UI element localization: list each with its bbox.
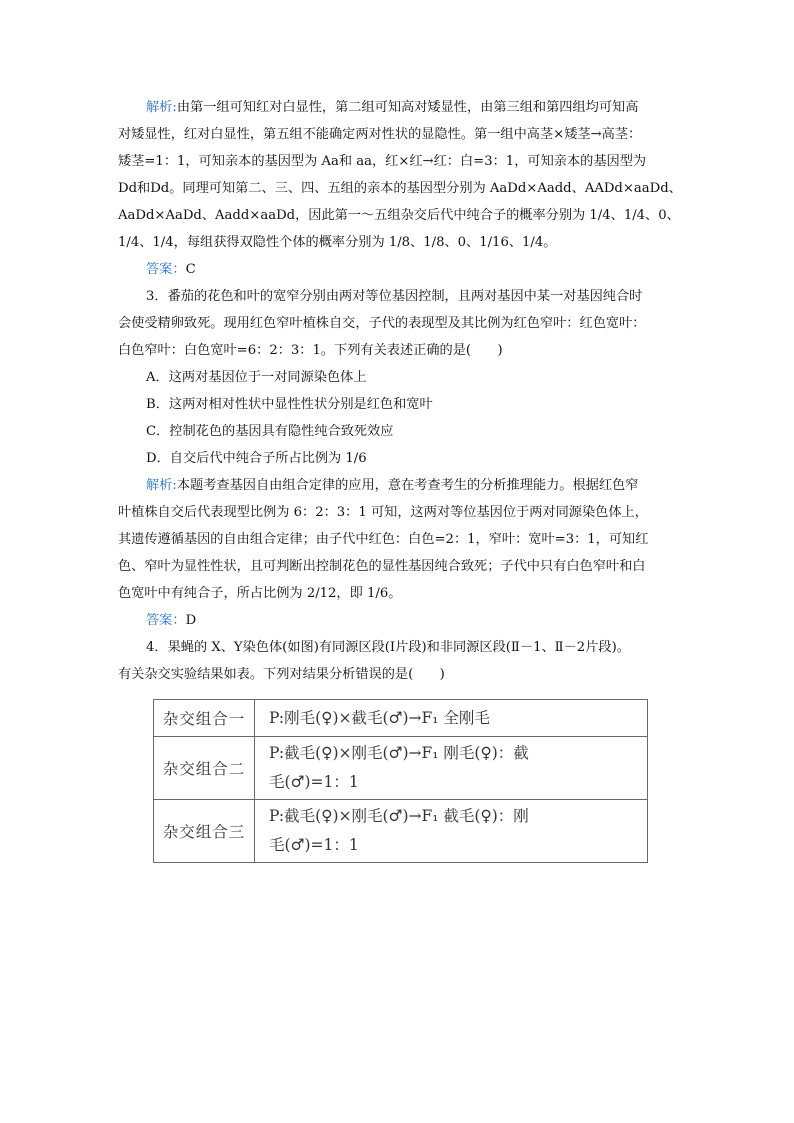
analysis-tag: 解析: bbox=[146, 478, 177, 493]
analysis-line: Dd和Dd。同理可知第二、三、四、五组的亲本的基因型分别为 AaDd×Aadd、AADd×aaDd、 bbox=[118, 181, 682, 196]
answer-value: C bbox=[185, 262, 196, 277]
cross-results-table bbox=[153, 699, 648, 863]
analysis-line: 其遗传遵循基因的自由组合定律；由子代中红色：白色=2：1，窄叶：宽叶=3：1，可知红 bbox=[118, 532, 649, 547]
question-4 bbox=[118, 634, 678, 688]
cross-label: 杂交组合一 bbox=[154, 700, 255, 737]
cross-label: 杂交组合三 bbox=[154, 800, 255, 863]
analysis-line: 叶植株自交后代表现型比例为 6：2：3：1 可知，这两对等位基因位于两对同源染色体上， bbox=[118, 505, 648, 520]
answer-line-q2 bbox=[118, 256, 678, 283]
analysis-line: 1/4、1/4，每组获得双隐性个体的概率分别为 1/8、1/8、0、1/16、1/4。 bbox=[118, 235, 557, 250]
question-3 bbox=[118, 283, 678, 472]
answer-value: D bbox=[185, 613, 197, 628]
question-stem-line: 3．番茄的花色和叶的宽窄分别由两对等位基因控制，且两对基因中某一对基因纯合时 bbox=[146, 289, 643, 304]
option-b: B．这两对相对性状中显性性状分别是红色和宽叶 bbox=[146, 397, 433, 412]
table-row bbox=[154, 800, 648, 863]
analysis-line: 解析:由第一组可知红对白显性，第二组可知高对矮显性，由第三组和第四组均可知高 bbox=[146, 100, 639, 115]
option-a: A．这两对基因位于一对同源染色体上 bbox=[146, 370, 367, 385]
answer-line-q3 bbox=[118, 607, 678, 634]
analysis-line: 色宽叶中有纯合子，所占比例为 2/12，即 1/6。 bbox=[118, 586, 402, 601]
table-row bbox=[154, 737, 648, 800]
analysis-block-q3 bbox=[118, 472, 678, 607]
question-stem-line: 会使受精卵致死。现用红色窄叶植株自交，子代的表现型及其比例为红色窄叶：红色宽叶： bbox=[118, 316, 646, 331]
analysis-line: AaDd×AaDd、Aadd×aaDd，因此第一～五组杂交后代中纯合子的概率分别为 1/4、1/4、0、 bbox=[118, 208, 680, 223]
analysis-line: 色、窄叶为显性性状，且可判断出控制花色的显性基因纯合致死；子代中只有白色窄叶和白 bbox=[118, 559, 646, 574]
question-stem-line: 白色窄叶：白色宽叶=6：2：3：1。下列有关表述正确的是( ) bbox=[118, 343, 503, 358]
option-c: C．控制花色的基因具有隐性纯合致死效应 bbox=[146, 424, 394, 439]
analysis-line: 矮茎=1：1，可知亲本的基因型为 Aa和 aa，红×红→红：白=3：1，可知亲本的基因型为 bbox=[118, 154, 647, 169]
cross-result: P:刚毛(♀)×截毛(♂)→F₁ 全刚毛 bbox=[255, 700, 648, 737]
analysis-tag: 解析: bbox=[146, 100, 177, 115]
document-page bbox=[118, 94, 682, 688]
table-row bbox=[154, 700, 648, 737]
cross-label: 杂交组合二 bbox=[154, 737, 255, 800]
analysis-block-q2 bbox=[118, 94, 682, 256]
cross-result: P:截毛(♀)×刚毛(♂)→F₁ 刚毛(♀)：截 毛(♂)=1：1 bbox=[255, 737, 648, 800]
answer-tag: 答案： bbox=[146, 613, 186, 628]
answer-tag: 答案： bbox=[146, 262, 186, 277]
question-stem-line: 4．果蝇的 X、Y染色体(如图)有同源区段(Ⅰ片段)和非同源区段(Ⅱ－1、Ⅱ－2片段)。 bbox=[146, 640, 630, 655]
option-d: D．自交后代中纯合子所占比例为 1/6 bbox=[146, 451, 367, 466]
analysis-line: 对矮显性，红对白显性，第五组不能确定两对性状的显隐性。第一组中高茎×矮茎→高茎： bbox=[118, 127, 642, 142]
cross-result: P:截毛(♀)×刚毛(♂)→F₁ 截毛(♀)：刚 毛(♂)=1：1 bbox=[255, 800, 648, 863]
question-stem-line: 有关杂交实验结果如表。下列对结果分析错误的是( ) bbox=[118, 667, 445, 682]
analysis-line: 解析:本题考查基因自由组合定律的应用，意在考查考生的分析推理能力。根据红色窄 bbox=[146, 478, 639, 493]
